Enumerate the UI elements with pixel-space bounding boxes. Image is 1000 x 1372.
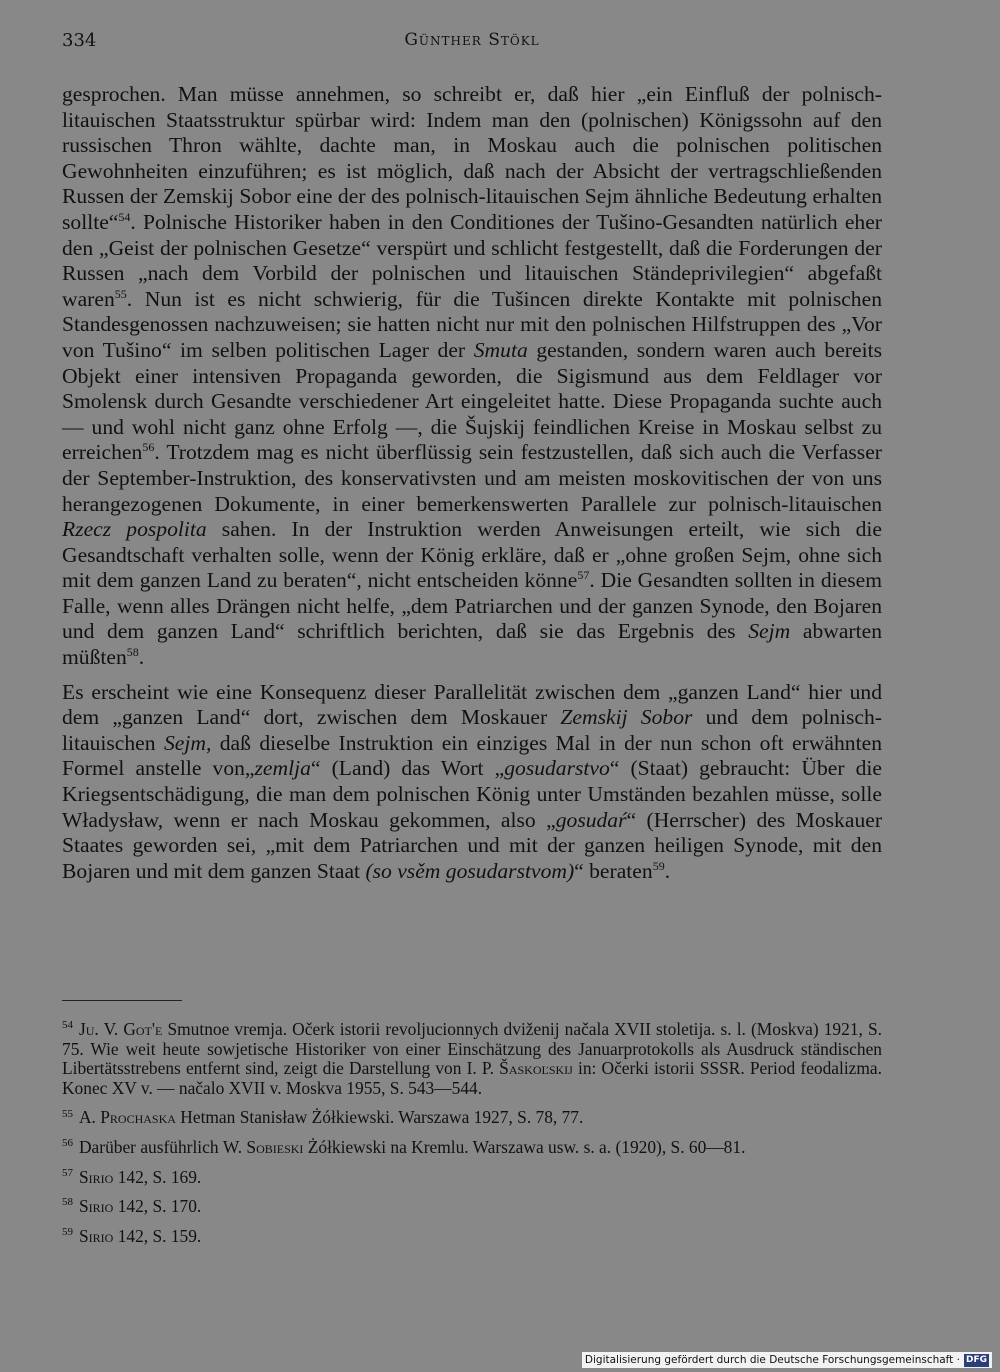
footnote-ref: 55 — [114, 286, 127, 301]
text-run: “ (Land) das Wort „ — [310, 756, 505, 781]
text-run: . — [138, 645, 145, 670]
footnote-number: 58 — [62, 1196, 73, 1209]
footnote — [62, 1138, 882, 1158]
paragraph-1 — [62, 82, 882, 671]
footnote-author: I. P. Šaskoľskij — [466, 1058, 573, 1079]
text-run: gestanden, sondern waren auch bereits Objekt einer intensiven Propaganda geworden, die Sigismund aus dem Feldlager vor Smolensk durch Gesandte verschiedener Art eingeleitet hatte. Diese Propaganda suchte auch — und wohl nicht ganz ohne Erfolg —, die Šujskij feindlichen Kreise in Moskau selbst zu erreichen — [62, 337, 882, 465]
footnote — [62, 1020, 882, 1098]
page-header — [62, 30, 882, 60]
footnote-number: 57 — [62, 1166, 73, 1179]
text-run: sahen. In der Instruktion werden Anweisungen erteilt, wie sich die Gesandtschaft verhalten solle, wenn der König erkläre, daß er „ohne großen Sejm, ohne sich mit dem ganzen Land zu beraten“, nicht entscheiden könne — [62, 517, 883, 593]
text-run: abwarten müßten — [62, 619, 883, 670]
italic-term: Smuta — [473, 337, 528, 362]
footnote-author: W. Sobieski — [222, 1136, 304, 1157]
footnote-text: in: Očerki istorii SSSR. Period feodalizma. Konec XV v. — načalo XVII v. Moskva 1955, S. 543—544. — [62, 1058, 882, 1098]
footnote-divider — [62, 1000, 182, 1001]
text-run: “ (Herrscher) des Moskauer Staates geworden sei, „mit dem Patriarchen und mit der ganzen heiligen Synode, mit den Bojaren und mit dem ganzen Staat — [62, 807, 883, 883]
italic-term: gosudaŕ — [555, 807, 627, 832]
text-run: . — [664, 858, 671, 883]
footnote-number: 59 — [62, 1225, 73, 1238]
text-run: . Die Gesandten sollten in diesem Falle, wenn alles Drängen nicht helfe, „dem Patriarchen und der ganzen Synode, den Bojaren und dem ganzen Land“ schriftlich berichten, daß sie das Ergebnis des — [62, 568, 882, 644]
footnote — [62, 1227, 882, 1247]
italic-term: gosudarstvo — [504, 756, 610, 781]
body-text — [62, 82, 882, 884]
footnote-text: Żółkiewski na Kremlu. Warszawa usw. s. a. (1920), S. 60—81. — [303, 1136, 746, 1157]
footnote-number: 54 — [62, 1019, 73, 1032]
text-run: “ beraten — [574, 858, 653, 883]
footnote-text: Smutnoe vremja. Očerk istorii revoljucionnych dviženij načala XVII stoletija. s. l. (Moskva) 1921, S. 75. Wie weit heute sowjetische Historiker von einer Einschätzung des Januarprotokolls als Ausdruck ständischen Libertätsstrebens entfernt sind, zeigt die Darstellung von — [62, 1019, 882, 1079]
footnote-text: 142, S. 159. — [113, 1225, 202, 1246]
footnote-text: Hetman Stanisław Żółkiewski. Warszawa 1927, S. 78, 77. — [175, 1107, 584, 1128]
footnote — [62, 1197, 882, 1217]
dfg-logo-icon: DFG — [965, 1354, 987, 1365]
footnote-number: 56 — [62, 1137, 73, 1150]
text-run: . Trotzdem mag es nicht überflüssig sein festzustellen, daß sich auch die Verfasser der September-Instruktion, des konservativsten und am meisten moskovitischen der von uns herangezogenen Dokumente, in einer bemerkenswerten Parallele zur polnisch-litauischen — [62, 440, 882, 516]
footnote-ref: 56 — [142, 440, 155, 455]
footnote — [62, 1108, 882, 1128]
footnote-author: Ju. V. Got'e — [79, 1019, 163, 1039]
footnote-text: Darüber ausführlich — [79, 1136, 223, 1157]
italic-term: Sejm, — [163, 730, 212, 755]
footnote-text: 142, S. 169. — [113, 1166, 202, 1187]
paragraph-2 — [62, 680, 882, 885]
text-run: Es erscheint wie eine Konsequenz dieser Parallelität zwischen dem „ganzen Land“ hier und dem „ganzen Land“ dort, zwischen dem Moskauer — [62, 679, 882, 730]
italic-term: Rzecz pospolita — [62, 517, 207, 542]
italic-term: (so vsěm gosudarstvom) — [365, 858, 575, 883]
footnote — [62, 1168, 882, 1188]
footnote-number: 55 — [62, 1107, 73, 1120]
text-run: gesprochen. Man müsse annehmen, so schreibt er, daß hier „ein Einfluß der polnisch-litauischen Staatsstruktur spürbar wird: Indem man den (polnischen) Königssohn auf den russischen Thron wählte, dachte man, in Moskau auch die polnischen politischen Gewohnheiten einzuführen; es ist möglich, daß nach der Absicht der vertragschließenden Russen der Zemskij Sobor eine der des polnisch-litauischen Sejm ähnliche Bedeutung erhalten sollte“ — [62, 82, 882, 234]
text-run: “ (Staat) gebraucht: Über die Kriegsentschädigung, die man dem polnischen König unter Umständen bezahlen müsse, solle Władysław, wenn er nach Moskau gekommen, also „ — [62, 756, 882, 832]
footnote-ref: 54 — [118, 209, 131, 224]
text-run: daß dieselbe Instruktion ein einziges Mal in der nun schon oft erwähnten Formel anstelle von„ — [62, 730, 882, 781]
footnote-text: 142, S. 170. — [113, 1196, 202, 1217]
footnote-ref: 59 — [652, 858, 665, 873]
italic-term: Sejm — [748, 619, 791, 644]
text-run: . Polnische Historiker haben in den Conditiones der Tušino-Gesandten natürlich eher den „Geist der polnischen Gesetze“ verspürt und schlicht festgestellt, daß die Forderungen der Russen „nach dem Vorbild der polnischen und litauischen Ständeprivilegien“ abgefaßt waren — [62, 209, 882, 311]
footnote-ref: 57 — [577, 568, 590, 583]
footnotes — [62, 1020, 882, 1256]
running-title: Günther Stökl — [404, 30, 540, 50]
footnote-author: Sirio — [79, 1196, 114, 1217]
footnote-author: Sirio — [79, 1166, 114, 1187]
italic-term: Zemskij Sobor — [560, 705, 693, 730]
text-run: . Nun ist es nicht schwierig, für die Tušincen direkte Kontakte mit polnischen Standesgenossen nachzuweisen; sie hatten nicht nur mit den polnischen Hilfstruppen des „Vor von Tušino“ im selben politischen Lager der — [62, 286, 882, 362]
italic-term: zemlja — [254, 756, 311, 781]
page-number: 334 — [62, 30, 97, 51]
digitization-credit — [582, 1352, 992, 1368]
text-run: und dem polnisch-litauischen — [62, 705, 882, 755]
footnote-author: A. Prochaska — [79, 1107, 176, 1128]
credit-text: Digitalisierung gefördert durch die Deutsche Forschungsgemeinschaft · — [584, 1354, 960, 1366]
footnote-author: Sirio — [79, 1225, 114, 1246]
footnote-ref: 58 — [126, 644, 139, 659]
